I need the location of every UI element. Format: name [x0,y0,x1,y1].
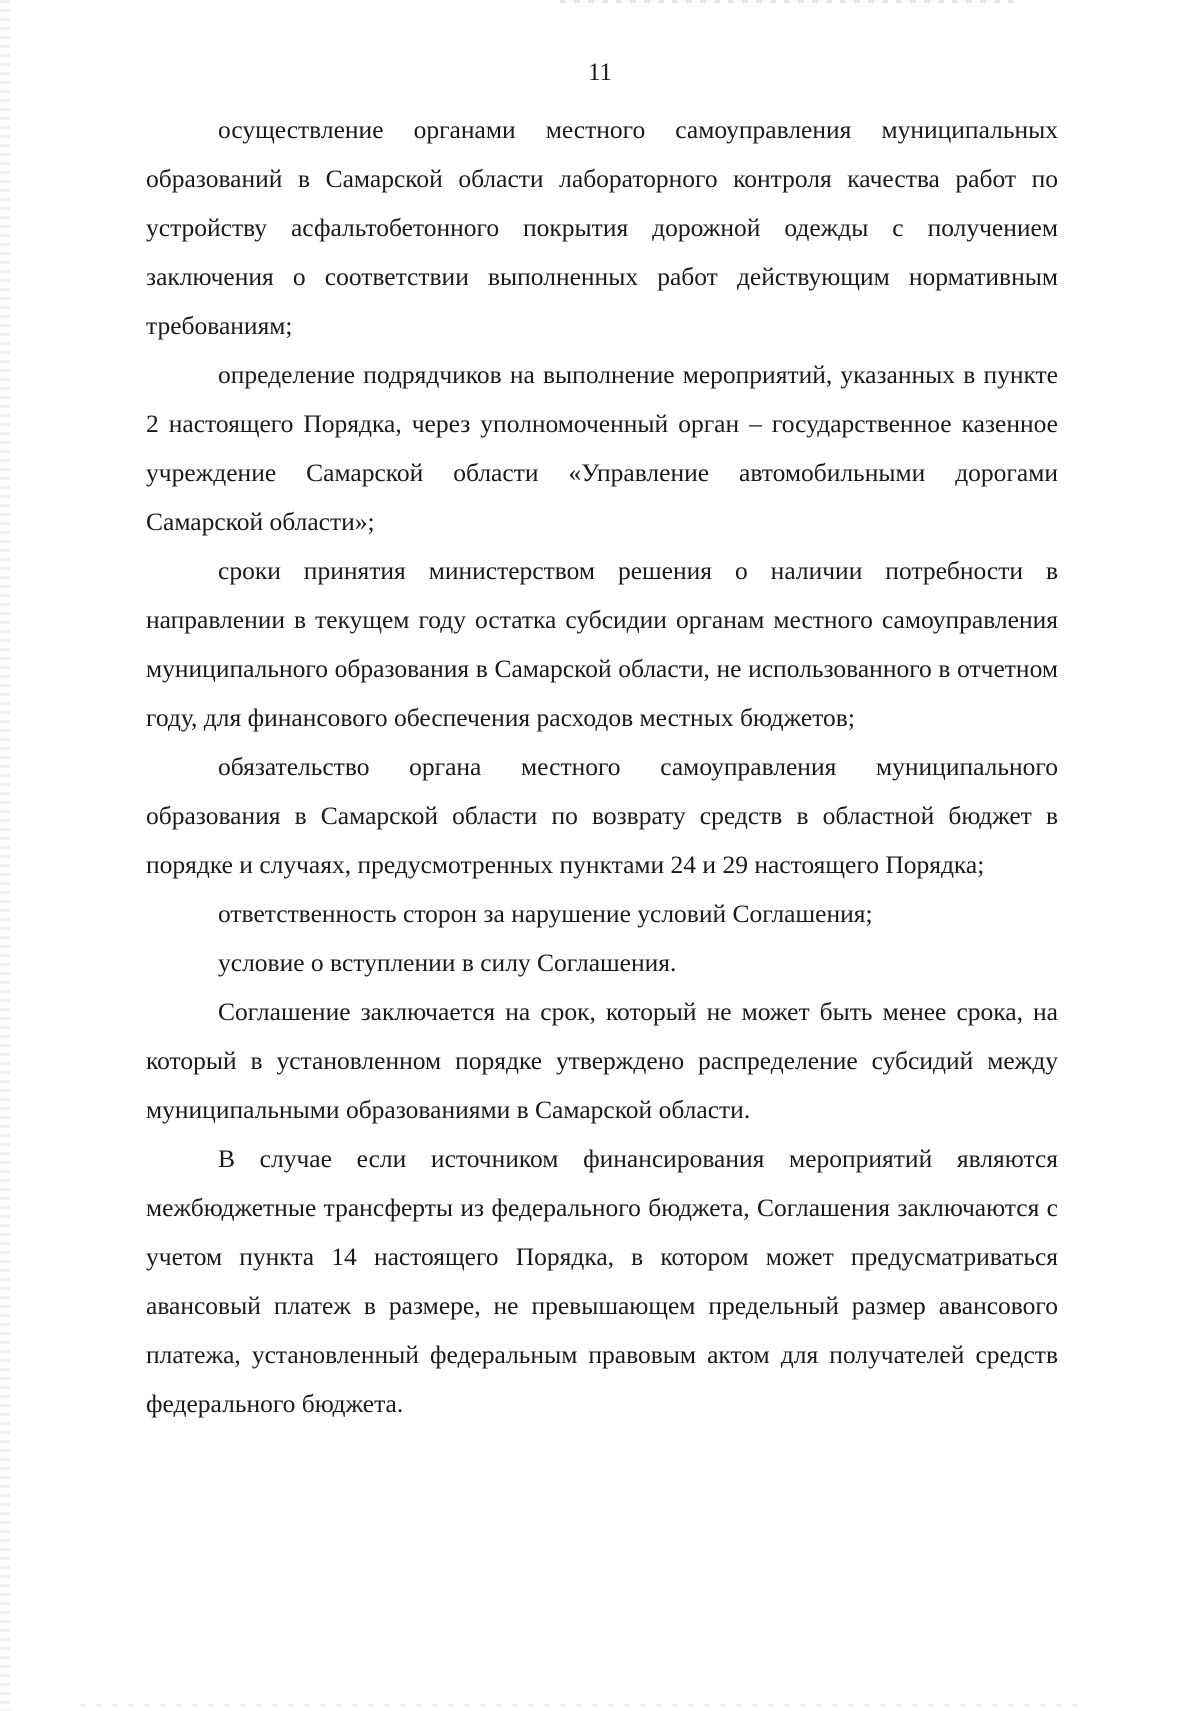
paragraph-subsidy-deadlines: сроки принятия министерством решения о наличии потребности в направлении в текущем году остатка субсидии органам местного самоуправления муниципального образования в Самарской области, не использованного в отчетном году, для финансового обеспечения расходов местных бюджетов; [146,556,1058,732]
scan-bottom-artifact [80,1704,1080,1707]
document-body [146,105,1058,1428]
paragraph-lab-control: осуществление органами местного самоуправления муниципальных образований в Самарской области лабораторного контроля качества работ по устройству асфальтобетонного покрытия дорожной одежды с получением заключения о соответствии выполненных работ действующим нормативным требованиям; [146,115,1058,340]
paragraph-responsibility: ответственность сторон за нарушение условий Соглашения; [218,899,873,928]
paragraph-federal-transfers: В случае если источником финансирования мероприятий являются межбюджетные трансферты из федерального бюджета, Соглашения заключаются с учетом пункта 14 настоящего Порядка, в котором может предусматриваться авансовый платеж в размере, не превышающем предельный размер авансового платежа, установленный федеральным правовым актом для получателей средств федерального бюджета. [146,1144,1058,1418]
paragraph-agreement-term: Соглашение заключается на срок, который не может быть менее срока, на который в установленном порядке утверждено распределение субсидий между муниципальными образованиями в Самарской области. [146,997,1058,1124]
scan-top-artifact [560,0,1020,3]
page-number: 11 [587,59,613,86]
paragraph-entry-into-force: условие о вступлении в силу Соглашения. [218,948,677,977]
paragraph-refund-obligation: обязательство органа местного самоуправления муниципального образования в Самарской области по возврату средств в областной бюджет в порядке и случаях, предусмотренных пунктами 24 и 29 настоящего Порядка; [146,752,1058,879]
paragraph-contractors: определение подрядчиков на выполнение мероприятий, указанных в пункте 2 настоящего Порядка, через уполномоченный орган – государственное казенное учреждение Самарской области «Управление автомобильными дорогами Самарской области»; [146,360,1058,536]
scan-edge-artifact [0,0,10,1711]
